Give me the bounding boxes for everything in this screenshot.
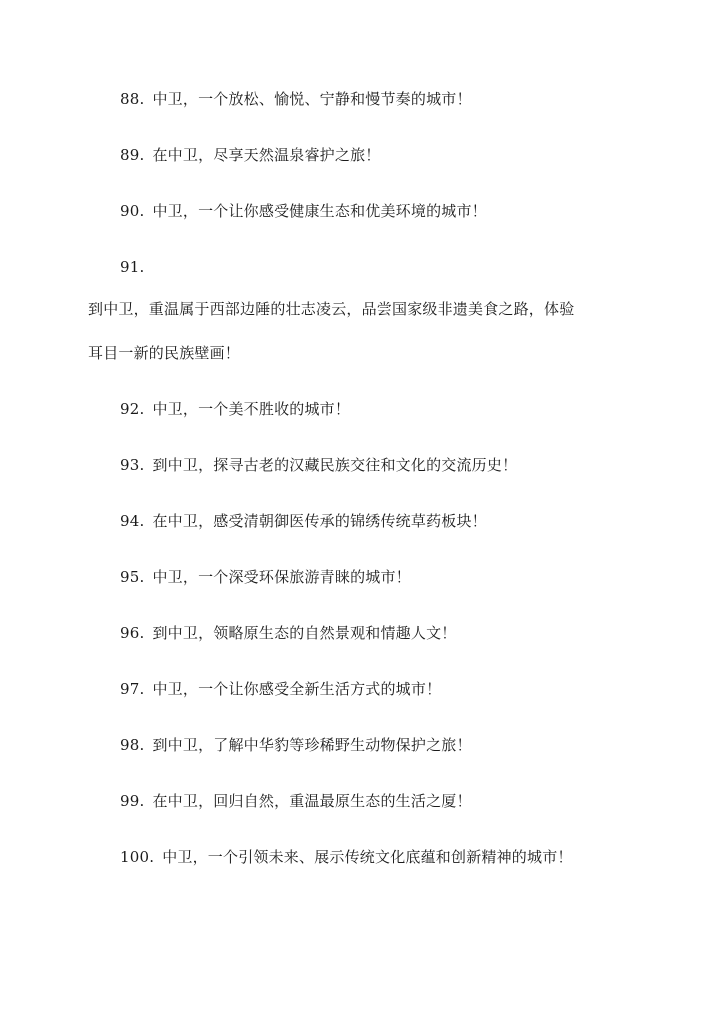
list-item-91-line-1 [88,299,574,319]
list-item-89 [120,145,380,165]
item-number: 93. [120,456,145,474]
list-item-96 [120,623,456,643]
list-item-92 [120,399,350,419]
item-text: 中卫，一个让你感受全新生活方式的城市！ [152,680,442,698]
item-text: 到中卫，领略原生态的自然景观和情趣人文！ [152,624,457,642]
item-number: 98. [120,736,145,754]
item-number: 89. [120,146,145,164]
item-number: 95. [120,568,145,586]
item-number: 90. [120,202,145,220]
item-text: 中卫，一个深受环保旅游青睐的城市！ [152,568,411,586]
item-text: 到中卫，了解中华豹等珍稀野生动物保护之旅！ [152,736,472,754]
list-item-97 [120,679,441,699]
item-text: 中卫，一个引领未来、展示传统文化底蕴和创新精神的城市！ [162,848,573,866]
item-text: 中卫，一个美不胜收的城市！ [152,400,351,418]
item-number: 88. [120,90,145,108]
item-number: 92. [120,400,145,418]
item-text: 在中卫，感受清朝御医传承的锦绣传统草药板块！ [152,512,487,530]
item-number: 96. [120,624,145,642]
list-item-90 [120,201,487,221]
list-item-99 [120,791,472,811]
list-item-91-number [120,257,144,277]
item-text: 到中卫，重温属于西部边陲的壮志凌云，品尝国家级非遗美食之路，体验 [88,300,575,318]
item-text: 耳目一新的民族壁画！ [88,344,241,362]
list-item-93 [120,455,517,475]
item-text: 到中卫，探寻古老的汉藏民族交往和文化的交流历史！ [152,456,518,474]
item-number: 91. [120,258,145,276]
item-text: 在中卫，回归自然，重温最原生态的生活之厦！ [152,792,472,810]
list-item-88 [120,89,472,109]
item-number: 99. [120,792,145,810]
list-item-91-line-2 [88,343,240,363]
item-text: 在中卫，尽享天然温泉睿护之旅！ [152,146,381,164]
item-text: 中卫，一个让你感受健康生态和优美环境的城市！ [152,202,487,220]
item-number: 94. [120,512,145,530]
list-item-95 [120,567,411,587]
list-item-98 [120,735,472,755]
item-text: 中卫，一个放松、愉悦、宁静和慢节奏的城市！ [152,90,472,108]
list-item-94 [120,511,487,531]
item-number: 97. [120,680,145,698]
list-item-100 [120,847,573,867]
item-number: 100. [120,848,155,866]
